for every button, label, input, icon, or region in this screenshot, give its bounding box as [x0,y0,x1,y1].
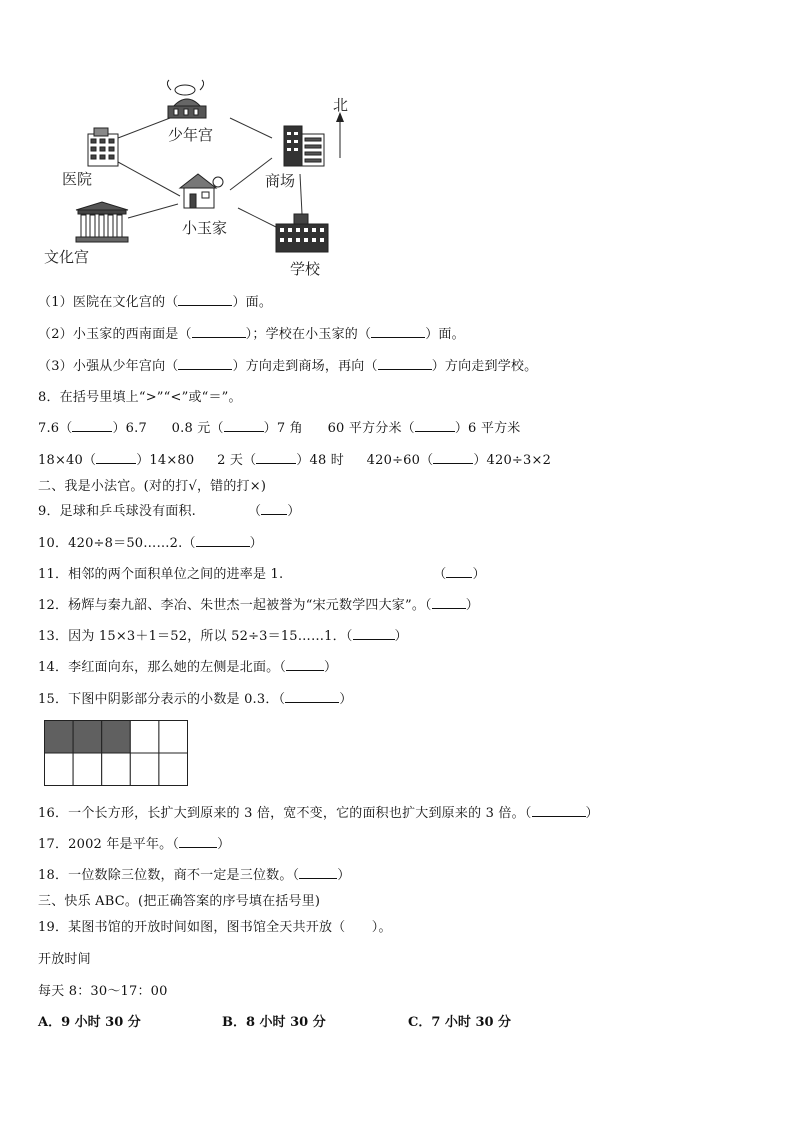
q8-item-text: ）48 时 [296,453,344,468]
paren-close: ） [465,598,479,613]
home-icon [180,174,223,208]
q7-part3-tail: ）方向走到学校。 [431,359,538,374]
grid-cell [73,753,102,786]
paren-close: ） [394,629,408,644]
paren-close: ） [472,567,486,582]
answer-blank[interactable] [432,596,466,609]
mall-label: 商场 [265,172,296,190]
answer-blank[interactable] [378,357,432,370]
q15-text: 15．下图中阴影部分表示的小数是 0.3．（ [38,692,286,707]
answer-blank[interactable] [353,627,395,640]
q8-item-text: ）420÷3×2 [473,453,552,468]
q8-item-text: ）6 平方米 [454,421,521,436]
answer-blank[interactable] [179,835,217,848]
youth-palace-label: 少年宫 [168,126,214,144]
q12 [38,594,479,613]
answer-blank[interactable] [192,325,246,338]
decimal-grid-figure [44,720,188,786]
q8-item-text: 7.6（ [38,421,73,436]
q17 [38,833,230,852]
paren-close: ） [585,806,599,821]
q8-item-text: 18×40（ [38,453,97,468]
q18-text: 18．一位数除三位数，商不一定是三位数。（ [38,868,300,883]
choice-c[interactable]: C．7 小时 30 分 [408,1015,512,1030]
grid-cell [159,753,188,786]
q7-part2 [38,323,465,342]
section-2-heading: 二、我是小法官。(对的打√，错的打×) [38,479,267,494]
q8-item-text: 60 平方分米（ [327,421,415,436]
q17-text: 17．2002 年是平年。（ [38,837,180,852]
q10 [38,532,263,551]
q7-part3-mid: ）方向走到商场，再向（ [232,359,378,374]
q8-item-text: ）7 角 [263,421,303,436]
answer-blank[interactable] [178,293,232,306]
section-3-heading: 三、快乐 ABC。(把正确答案的序号填在括号里) [38,894,321,909]
choice-a[interactable]: A．9 小时 30 分 [38,1015,141,1030]
answer-blank[interactable] [285,690,339,703]
grid-cell-shaded [45,721,74,754]
q7-part1-text: （1）医院在文化宫的（ [38,295,179,310]
q13 [38,625,408,644]
answer-blank[interactable] [256,451,296,464]
paren-open: （ [433,567,447,582]
q9 [38,500,300,519]
direction-map-figure [40,78,370,283]
answer-blank[interactable] [72,419,112,432]
answer-blank[interactable] [415,419,455,432]
q14 [38,656,337,675]
q8-item-text: 2 天（ [217,453,257,468]
paren-close: ） [339,692,353,707]
q7-part2-text: （2）小玉家的西南面是（ [38,327,192,342]
opening-hours-value: 每天 8：30～17：00 [38,984,168,999]
paren-close: ） [217,837,231,852]
q7-part2-tail: ）面。 [425,327,465,342]
q7-part3 [38,355,537,374]
q16 [38,802,599,821]
choice-b[interactable]: B．8 小时 30 分 [222,1015,326,1030]
q7-part1-tail: ）面。 [232,295,273,310]
grid-cell [159,721,188,754]
q16-text: 16．一个长方形，长扩大到原来的 3 倍，宽不变，它的面积也扩大到原来的 3 倍。（ [38,806,532,821]
answer-blank[interactable] [286,658,324,671]
answer-blank[interactable] [299,866,337,879]
opening-hours-title: 开放时间 [38,952,91,967]
q8-title: 8．在括号里填上“>”“<”或“＝”。 [38,390,242,405]
q9-text: 9．足球和乒乓球没有面积. [38,504,197,519]
q12-text: 12．杨辉与秦九韶、李冶、朱世杰一起被誉为“宋元数学四大家”。（ [38,598,432,613]
mall-icon [284,126,324,166]
paren-close: ） [249,536,263,551]
q8-item-text: ）14×80 [136,453,195,468]
youth-palace-icon [167,80,206,118]
q19-text: 19．某图书馆的开放时间如图，图书馆全天共开放（ ）。 [38,920,392,935]
paren-open: （ [248,504,262,519]
home-label: 小玉家 [182,219,228,237]
q18 [38,864,350,883]
q11-text: 11．相邻的两个面积单位之间的进率是 1. [38,567,284,582]
grid-cell-shaded [102,721,131,754]
answer-blank[interactable] [196,534,250,547]
grid-cell [45,753,74,786]
answer-blank[interactable] [532,804,586,817]
grid-cell [130,753,159,786]
q8-row2 [38,449,551,468]
hospital-icon [88,128,118,166]
paren-close: ） [324,660,338,675]
q14-text: 14．李红面向东，那么她的左侧是北面。（ [38,660,287,675]
answer-blank[interactable] [446,565,472,578]
q10-text: 10．420÷8＝50……2.（ [38,536,196,551]
answer-blank[interactable] [96,451,136,464]
answer-blank[interactable] [433,451,473,464]
culture-palace-label: 文化宫 [44,248,90,266]
north-label: 北 [333,96,349,114]
q11 [38,563,486,582]
answer-blank[interactable] [261,502,287,515]
q7-part2-mid: ）；学校在小玉家的（ [245,327,372,342]
paren-close: ） [287,504,301,519]
paren-close: ） [337,868,351,883]
culture-palace-icon [76,202,128,242]
grid-cell [130,721,159,754]
q7-part3-text: （3）小强从少年宫向（ [38,359,179,374]
q8-row1 [38,417,520,436]
grid-cell [102,753,131,786]
q8-item-text: 0.8 元（ [171,421,224,436]
school-icon [276,214,328,252]
q13-text: 13．因为 15×3＋1＝52，所以 52÷3＝15……1．（ [38,629,353,644]
north-arrow-icon [336,112,344,158]
q15 [38,688,352,707]
school-label: 学校 [290,260,321,278]
q8-item-text: 420÷60（ [366,453,434,468]
hospital-label: 医院 [62,170,93,188]
q8-item-text: ）6.7 [112,421,147,436]
q7-part1 [38,291,272,310]
answer-blank[interactable] [371,325,425,338]
answer-blank[interactable] [224,419,264,432]
answer-blank[interactable] [178,357,232,370]
grid-cell-shaded [73,721,102,754]
